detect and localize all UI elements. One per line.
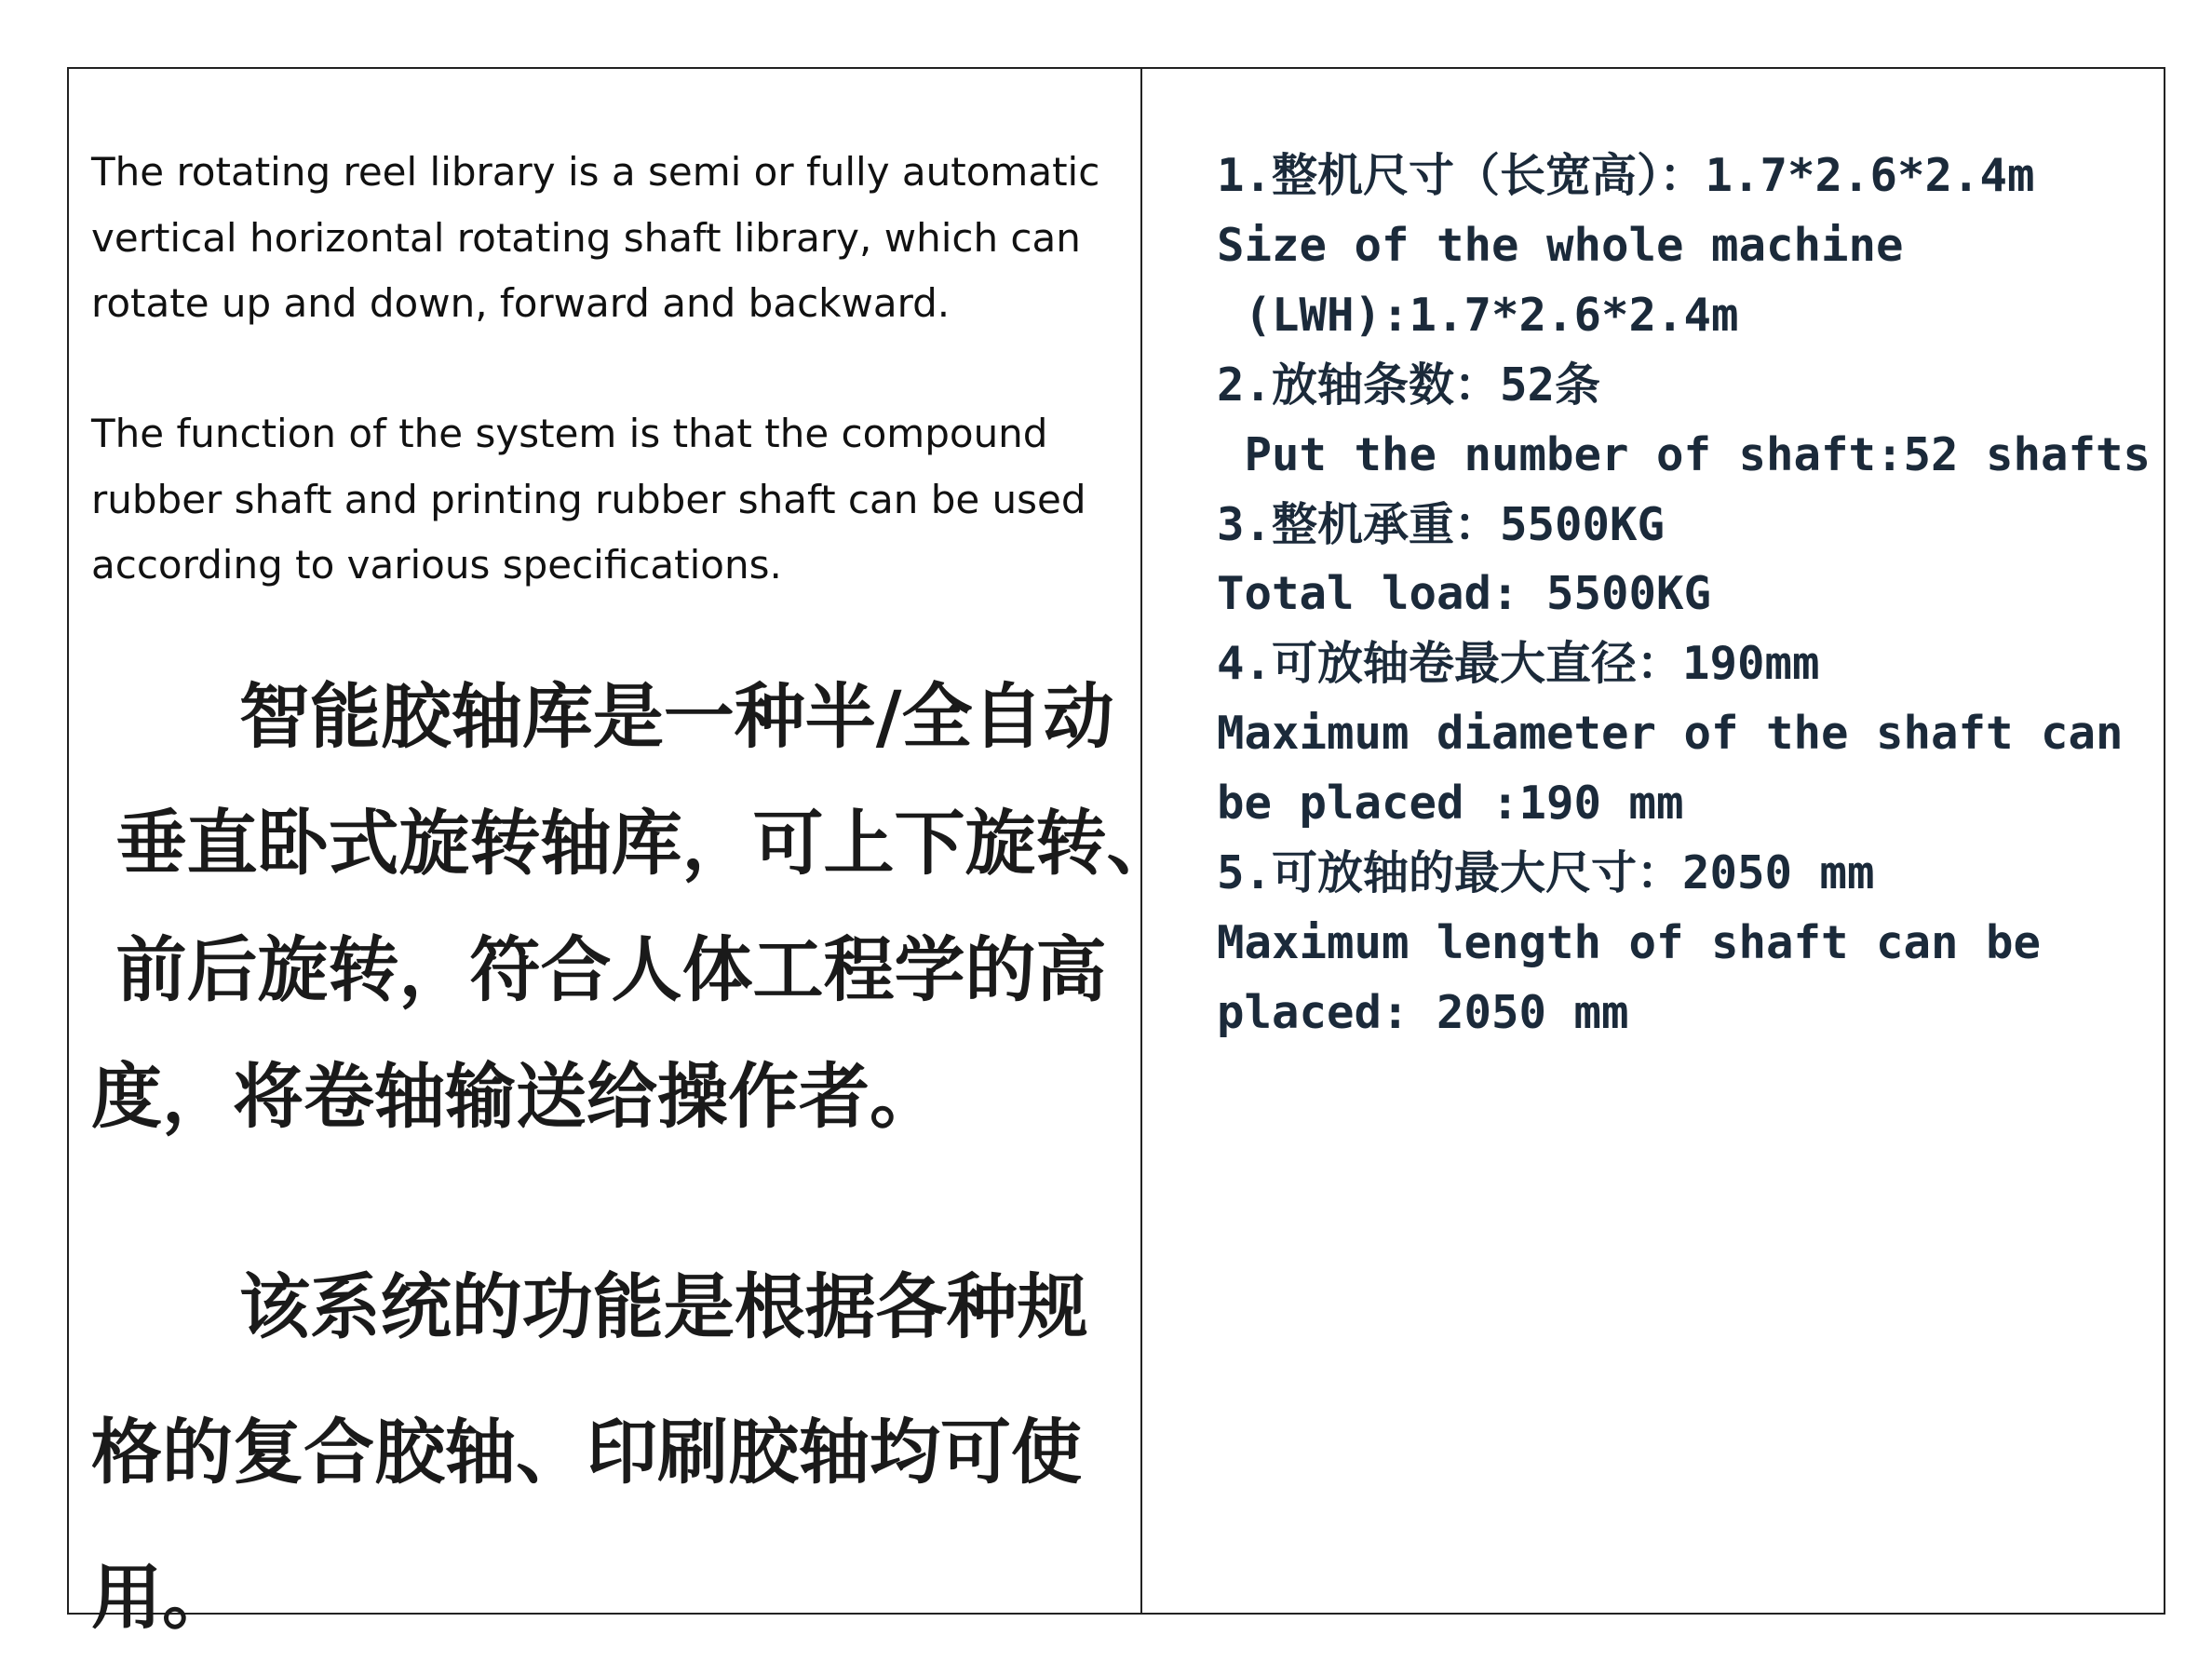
text-line: rotate up and down, forward and backward. bbox=[91, 280, 951, 326]
right-cell bbox=[1142, 69, 2164, 1613]
text-line: 智能胶轴库是一种半/全自动 bbox=[91, 675, 1114, 758]
spec-item-load-en: Total load: 5500KG bbox=[1217, 567, 1712, 621]
spec-item-load-zh: 3.整机承重：5500KG bbox=[1217, 497, 1666, 551]
spec-item-diameter-zh: 4.可放轴卷最大直径：190mm bbox=[1217, 637, 1820, 691]
spec-item-length-zh: 5.可放轴的最大尺寸：2050 mm bbox=[1217, 846, 1875, 900]
text-line: The function of the system is that the compound bbox=[91, 411, 1048, 456]
text-line: 前后旋转，符合人体工程学的高 bbox=[91, 928, 1107, 1011]
english-description-paragraph-1 bbox=[91, 140, 1125, 337]
text-line: 该系统的功能是根据各种规 bbox=[91, 1265, 1088, 1348]
english-description-paragraph-2 bbox=[91, 401, 1125, 599]
spec-item-size-zh: 1.整机尺寸（长宽高）：1.7*2.6*2.4m bbox=[1217, 149, 2035, 202]
text-line: rubber shaft and printing rubber shaft can be used bbox=[91, 476, 1086, 522]
two-column-table bbox=[67, 67, 2165, 1639]
spec-item-length-value: placed: 2050 mm bbox=[1217, 985, 1629, 1039]
text-line: 用。 bbox=[91, 1556, 233, 1639]
text-line: 垂直卧式旋转轴库，可上下旋转、 bbox=[91, 802, 1178, 885]
text-line: 格的复合胶轴、印刷胶轴均可使 bbox=[91, 1411, 1082, 1494]
spec-item-diameter-value: be placed :190 mm bbox=[1217, 777, 1684, 831]
spec-item-length-en: Maximum length of shaft can be bbox=[1217, 915, 2042, 969]
text-line: according to various specifications. bbox=[91, 542, 782, 588]
text-line: The rotating reel library is a semi or fully automatic bbox=[91, 149, 1100, 195]
spec-item-size-en: Size of the whole machine bbox=[1217, 218, 1904, 272]
chinese-description-paragraph-2 bbox=[91, 1235, 1125, 1670]
text-line: 度，将卷轴输送给操作者。 bbox=[91, 1055, 940, 1138]
chinese-description-paragraph-1 bbox=[91, 654, 1178, 1160]
spec-item-shafts-en: Put the number of shaft:52 shafts bbox=[1217, 427, 2151, 481]
spec-item-size-value: (LWH):1.7*2.6*2.4m bbox=[1217, 288, 1739, 342]
text-line: vertical horizontal rotating shaft library, which can bbox=[91, 214, 1081, 261]
spec-item-diameter-en: Maximum diameter of the shaft can bbox=[1217, 707, 2124, 761]
left-cell bbox=[69, 69, 1178, 1639]
spec-item-shafts-zh: 2.放轴条数：52条 bbox=[1217, 358, 1601, 412]
specification-list bbox=[1217, 142, 2157, 1048]
